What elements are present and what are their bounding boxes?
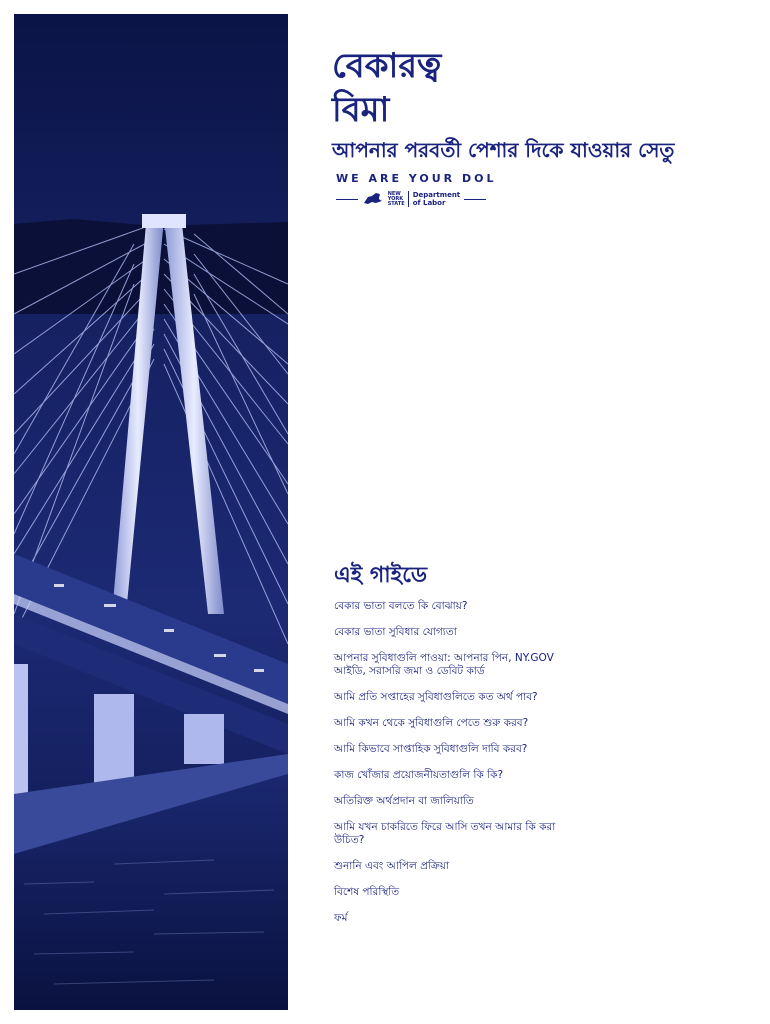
logo-divider xyxy=(408,191,409,207)
guide-item[interactable]: বিশেষ পরিস্থিতি xyxy=(334,886,400,898)
guide-item[interactable]: শুনানি এবং আপিল প্রক্রিয়া xyxy=(334,860,450,872)
department-wordmark: Department of Labor xyxy=(412,191,461,207)
guide-item[interactable]: বেকার ভাতা সুবিধার যোগ্যতা xyxy=(334,626,457,638)
guide-item[interactable]: আমি কিভাবে সাপ্তাহিক সুবিধাগুলি দাবি করব? xyxy=(334,743,528,755)
subtitle: আপনার পরবর্তী পেশার দিকে যাওয়ার সেতু xyxy=(332,138,675,162)
guide-item[interactable]: কাজ খোঁজার প্রয়োজনীয়তাগুলি কি কি? xyxy=(334,769,504,781)
dol-logo xyxy=(336,191,486,207)
title-line-2: বিমা xyxy=(332,90,390,130)
title-line-1: বেকারত্ব xyxy=(332,46,442,86)
guide-item[interactable]: আপনার সুবিধাগুলি পাওয়া: আপনার পিন, NY.GOV আইডি, সরাসরি জমা ও ডেবিট কার্ড xyxy=(334,652,554,677)
title-block xyxy=(332,44,752,169)
guide-contents-list xyxy=(334,600,754,938)
guide-heading: এই গাইডে xyxy=(334,563,428,588)
guide-item[interactable]: আমি কখন থেকে সুবিধাগুলি পেতে শুরু করব? xyxy=(334,717,529,729)
guide-item[interactable]: আমি প্রতি সপ্তাহের সুবিধাগুলিতে কত অর্থ পাব? xyxy=(334,691,538,703)
logo-rule-left xyxy=(336,199,358,200)
dol-branding xyxy=(336,172,497,207)
ny-state-map-icon xyxy=(362,191,384,207)
ny-state-wordmark: NEW YORK STATE xyxy=(387,190,405,207)
guide-item[interactable]: বেকার ভাতা বলতে কি বোঝায়? xyxy=(334,600,468,612)
guide-item[interactable]: আমি যখন চাকরিতে ফিরে আসি তখন আমার কি করা উচিত? xyxy=(334,821,556,846)
bridge-illustration xyxy=(14,14,288,1010)
dol-tagline: WE ARE YOUR DOL xyxy=(336,172,497,185)
logo-rule-right xyxy=(464,199,486,200)
bridge-photo xyxy=(14,14,288,1010)
guide-item[interactable]: অতিরিক্ত অর্থপ্রদান বা জালিয়াতি xyxy=(334,795,474,807)
guide-item[interactable]: ফর্ম xyxy=(334,912,348,924)
